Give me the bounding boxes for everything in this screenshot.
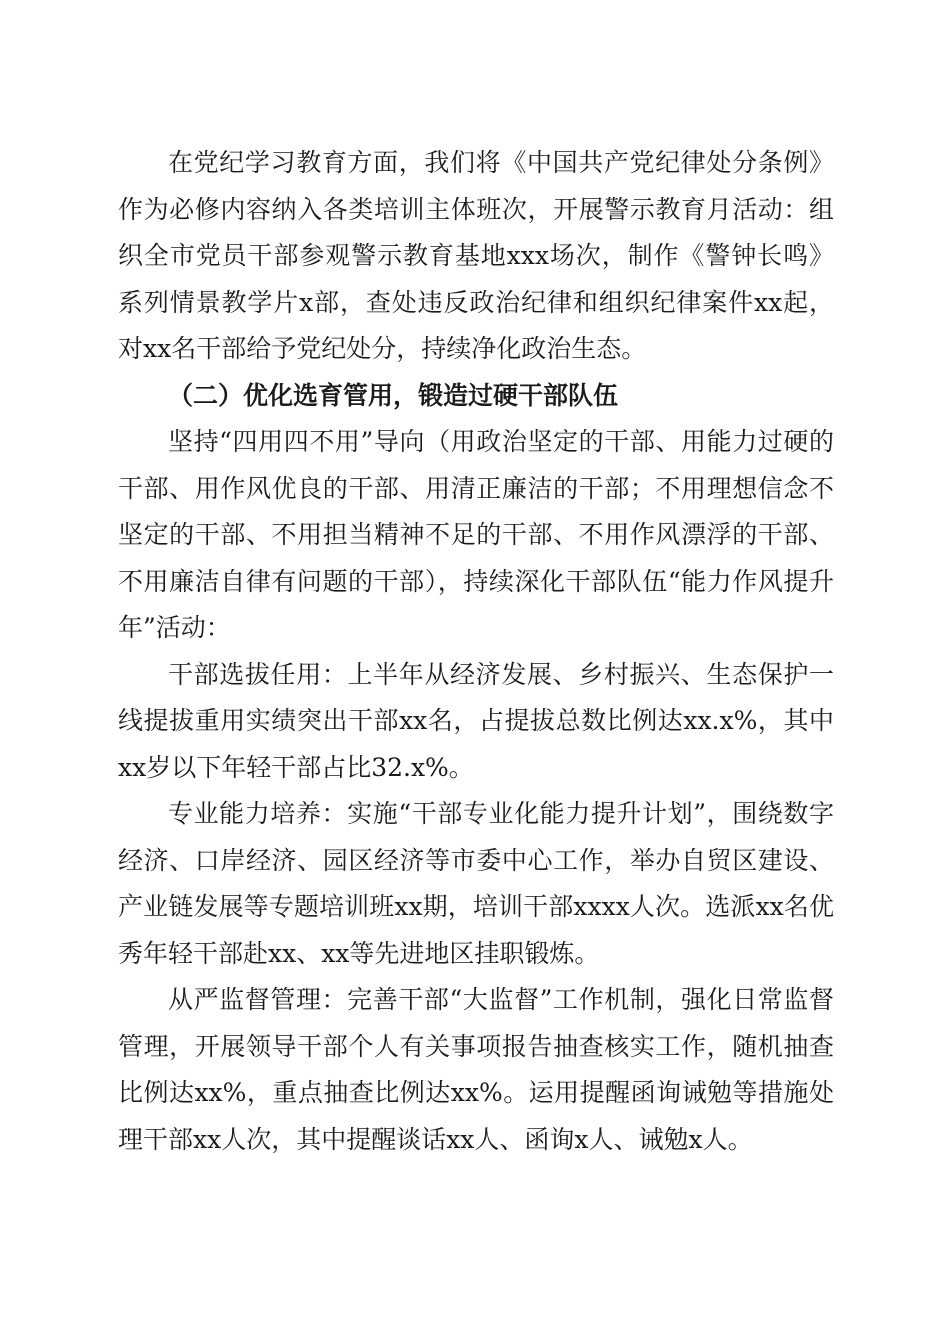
document-page [118,140,834,1163]
paragraph-four-use-principle: 坚持“四用四不用”导向（用政治坚定的干部、用能力过硬的干部、用作风优良的干部、用清正廉洁的干部；不用理想信念不坚定的干部、不用担当精神不足的干部、不用作风漂浮的干部、不用廉洁自律有问题的干部），持续深化干部队伍“能力作风提升年”活动： [118,427,834,642]
section-heading: （二）优化选育管用，锻造过硬干部队伍 [168,380,619,410]
paragraph-discipline-education: 在党纪学习教育方面，我们将《中国共产党纪律处分条例》作为必修内容纳入各类培训主体班次，开展警示教育月活动：组织全市党员干部参观警示教育基地xxx场次，制作《警钟长鸣》系列情景教学片x部，查处违反政治纪律和组织纪律案件xx起，对xx名干部给予党纪处分，持续净化政治生态。 [118,148,834,363]
paragraph-strict-supervision: 从严监督管理：完善干部“大监督”工作机制，强化日常监督管理，开展领导干部个人有关事项报告抽查核实工作，随机抽查比例达xx%，重点抽查比例达xx%。运用提醒函询诫勉等措施处理干部xx人次，其中提醒谈话xx人、函询x人、诫勉x人。 [118,985,834,1154]
paragraph-cadre-selection: 干部选拔任用：上半年从经济发展、乡村振兴、生态保护一线提拔重用实绩突出干部xx名，占提拔总数比例达xx.x%，其中xx岁以下年轻干部占比32.x%。 [118,659,834,782]
paragraph-professional-training: 专业能力培养：实施“干部专业化能力提升计划”，围绕数字经济、口岸经济、园区经济等市委中心工作，举办自贸区建设、产业链发展等专题培训班xx期，培训干部xxxx人次。选派xx名优秀年轻干部赴xx、xx等先进地区挂职锻炼。 [118,799,834,968]
